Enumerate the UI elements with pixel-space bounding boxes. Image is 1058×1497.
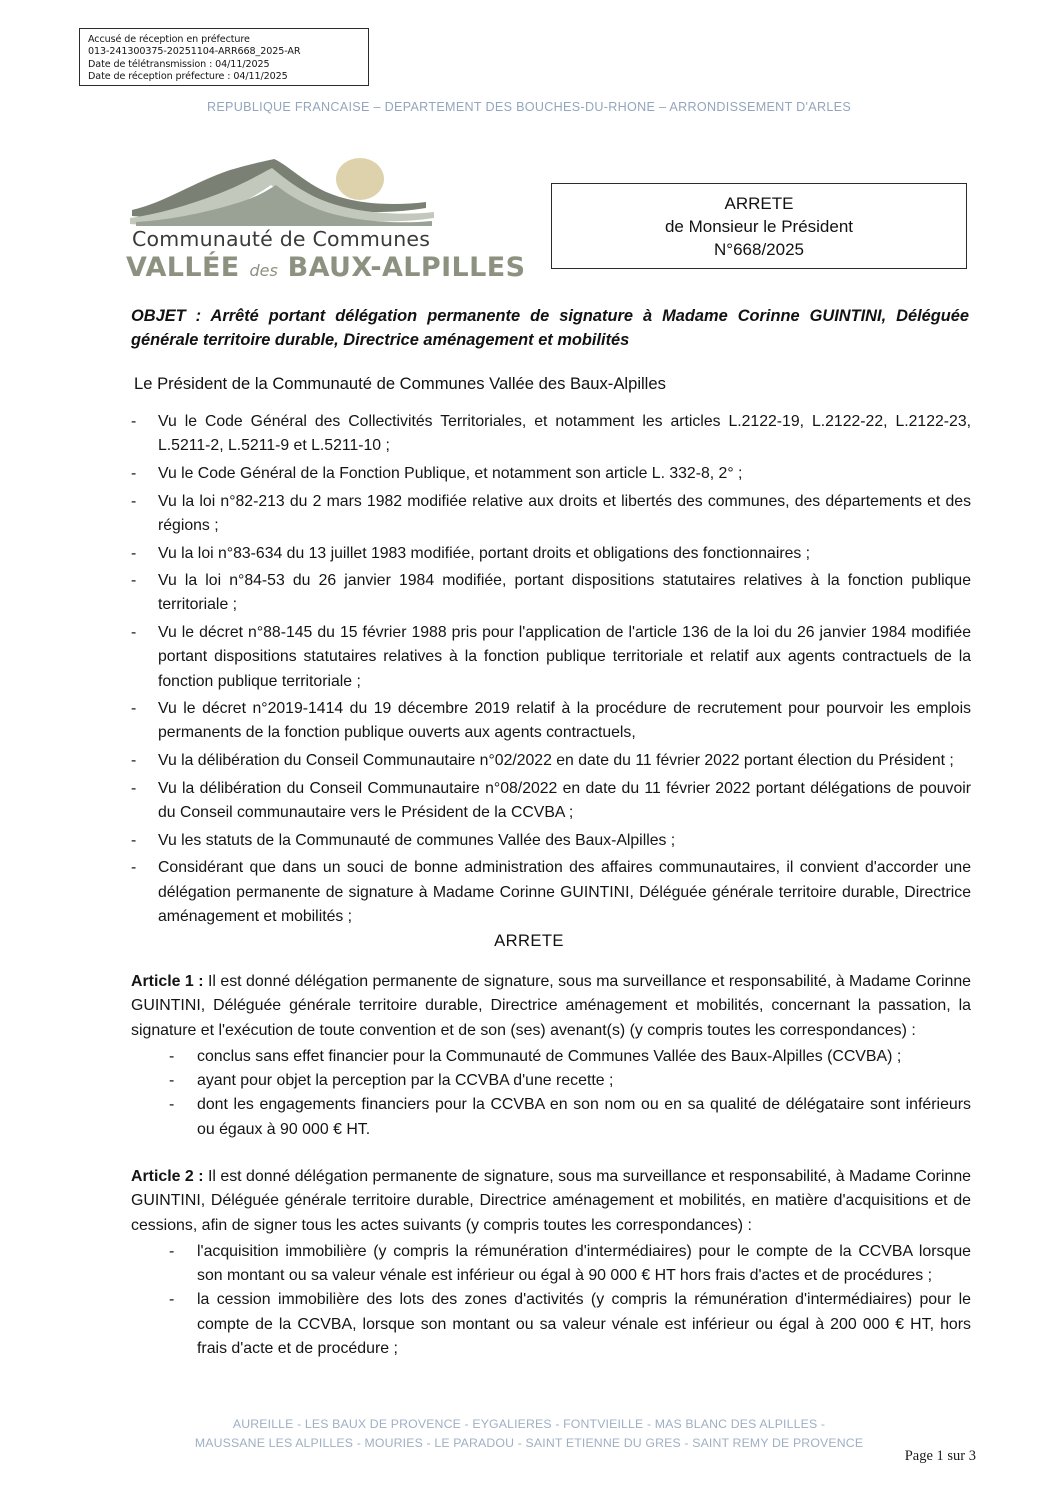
page-number: Page 1 sur 3 bbox=[904, 1448, 976, 1464]
list-item bbox=[131, 1240, 971, 1289]
article-2-block bbox=[131, 1165, 971, 1361]
list-item bbox=[131, 410, 971, 458]
list-item bbox=[131, 829, 971, 853]
list-item-text: Vu le décret n°88-145 du 15 février 1988 pris pour l'application de l'article 136 de la loi du 26 janvier 1984 modifiée portant dispositions statutaires relatives à la fonction publique territoriale et relatif aux agents contractuels de la fonction publique territoriale ; bbox=[158, 624, 971, 690]
list-item-text: l'acquisition immobilière (y compris la rémunération d'intermédiaires) pour le compte de la CCVBA lorsque son montant ou sa valeur vénale est inférieur ou égal à 90 000 € HT hors frais d'actes et de procédures ; bbox=[197, 1242, 971, 1285]
president-intro-line: Le Président de la Communauté de Communes Vallée des Baux-Alpilles bbox=[134, 374, 666, 393]
list-item-text: Vu la délibération du Conseil Communautaire n°02/2022 en date du 11 février 2022 portant élection du Président ; bbox=[158, 752, 954, 770]
list-bullet-dash: - bbox=[131, 413, 137, 430]
list-item-text: Vu le décret n°2019-1414 du 19 décembre 2019 relatif à la procédure de recrutement pour pourvoir les emplois permanents de la fonction publique ouverts aux agents contractuels, bbox=[158, 700, 971, 742]
stamp-line-transmission-date: Date de télétransmission : 04/11/2025 bbox=[88, 58, 270, 70]
logo-mountains-icon bbox=[126, 158, 446, 226]
arrete-title-line-2: de Monsieur le Président bbox=[664, 216, 854, 236]
article-1-label: Article 1 : bbox=[131, 973, 208, 990]
list-bullet-dash: - bbox=[131, 700, 137, 718]
article-1-paragraph bbox=[131, 970, 971, 1043]
logo-name-line-2 bbox=[126, 252, 526, 283]
list-bullet-dash: - bbox=[131, 859, 137, 877]
considerations-list bbox=[131, 410, 971, 933]
list-item bbox=[131, 856, 971, 929]
objet-label: OBJET : bbox=[131, 307, 211, 325]
list-item-text: conclus sans effet financier pour la Communauté de Communes Vallée des Baux-Alpilles (CCVBA) ; bbox=[197, 1047, 902, 1065]
list-bullet-dash: - bbox=[131, 752, 137, 770]
prefecture-receipt-stamp bbox=[79, 28, 369, 86]
article-1-sub-list bbox=[131, 1045, 971, 1142]
list-item-text: Vu la loi n°83-634 du 13 juillet 1983 modifiée, portant droits et obligations des fonctionnaires ; bbox=[158, 544, 811, 562]
list-item bbox=[131, 697, 971, 745]
list-item bbox=[131, 462, 971, 486]
list-bullet-dash: - bbox=[131, 464, 137, 482]
arrete-title-box bbox=[551, 183, 967, 269]
list-bullet-dash: - bbox=[131, 572, 137, 590]
republic-header-line: REPUBLIQUE FRANCAISE – DEPARTEMENT DES BOUCHES-DU-RHONE – ARRONDISSEMENT D'ARLES bbox=[206, 100, 852, 114]
list-bullet-dash: - bbox=[131, 624, 137, 642]
list-bullet-dash: - bbox=[169, 1242, 175, 1260]
logo-des-text: des bbox=[249, 261, 278, 280]
list-item-text: dont les engagements financiers pour la CCVBA en son nom ou en sa qualité de délégataire sont inférieurs ou égaux à 90 000 € HT. bbox=[197, 1096, 971, 1138]
list-item bbox=[131, 621, 971, 694]
stamp-line-title: Accusé de réception en préfecture bbox=[88, 34, 250, 45]
list-item bbox=[131, 1093, 971, 1142]
list-item-text: Vu la loi n°84-53 du 26 janvier 1984 modifiée, portant dispositions statutaires relatives à la fonction publique territoriale ; bbox=[158, 572, 971, 614]
list-item bbox=[131, 777, 971, 825]
list-bullet-dash: - bbox=[169, 1291, 175, 1309]
list-item-text: Considérant que dans un souci de bonne administration des affaires communautaires, il convient d'accorder une délégation permanente de signature à Madame Corinne GUINTINI, Déléguée générale territoire durable, Directrice aménagement et mobilités ; bbox=[158, 859, 971, 925]
article-2-paragraph bbox=[131, 1165, 971, 1238]
list-item-text: Vu le Code Général de la Fonction Publique, et notamment son article L. 332-8, 2° ; bbox=[158, 464, 743, 482]
list-item-text: Vu la loi n°82-213 du 2 mars 1982 modifiée relative aux droits et libertés des communes, des départements et des régions ; bbox=[158, 492, 971, 534]
list-item bbox=[131, 569, 971, 617]
article-1-block bbox=[131, 970, 971, 1142]
ccvba-logo bbox=[126, 158, 526, 283]
arrete-number: N°668/2025 bbox=[714, 239, 804, 259]
list-bullet-dash: - bbox=[131, 831, 137, 849]
stamp-line-reference: 013-241300375-20251104-ARR668_2025-AR bbox=[88, 46, 301, 58]
footer-communes-line-2: MAUSSANE LES ALPILLES - MOURIES - LE PARADOU - SAINT ETIENNE DU GRES - SAINT REMY DE PROVENCE bbox=[194, 1436, 864, 1450]
list-bullet-dash: - bbox=[131, 492, 137, 510]
list-item bbox=[131, 1045, 971, 1069]
article-2-label: Article 2 : bbox=[131, 1168, 208, 1185]
list-item bbox=[131, 1288, 971, 1361]
arrete-title-line-1: ARRETE bbox=[724, 193, 794, 213]
article-1-body: Il est donné délégation permanente de signature, sous ma surveillance et responsabilité, à Madame Corinne GUINTINI, Déléguée générale territoire durable, Directrice aménagement et mobilités, concernant la passation, la signature et l'exécution de toute convention et de son (ses) avenant(s) (y compris toutes les correspondances) : bbox=[131, 973, 971, 1039]
article-2-body: Il est donné délégation permanente de signature, sous ma surveillance et responsabilité, à Madame Corinne GUINTINI, Déléguée générale territoire durable, Directrice aménagement et mobilités, en matière d'acquisitions et de cessions, afin de signer tous les actes suivants (y compris toutes les correspondances) : bbox=[131, 1168, 971, 1234]
list-item-text: Vu la délibération du Conseil Communautaire n°08/2022 en date du 11 février 2022 portant délégations de pouvoir du Conseil communautaire vers le Président de la CCVBA ; bbox=[158, 779, 971, 822]
article-2-sub-list bbox=[131, 1240, 971, 1361]
list-bullet-dash: - bbox=[169, 1047, 175, 1065]
list-bullet-dash: - bbox=[131, 544, 137, 562]
objet-paragraph bbox=[131, 304, 969, 352]
list-item-text: ayant pour objet la perception par la CCVBA d'une recette ; bbox=[197, 1072, 614, 1090]
objet-text: Arrêté portant délégation permanente de signature à Madame Corinne GUINTINI, Déléguée générale territoire durable, Directrice aménagement et mobilités bbox=[131, 307, 969, 349]
logo-name-line-1: Communauté de Communes bbox=[132, 227, 431, 251]
list-item bbox=[131, 490, 971, 538]
arrete-section-heading: ARRETE bbox=[494, 931, 564, 950]
logo-baux-alpilles-text: BAUX-ALPILLES bbox=[277, 252, 526, 283]
list-bullet-dash: - bbox=[131, 779, 137, 797]
footer-communes-list bbox=[0, 1415, 1058, 1453]
list-item-text: Vu le Code Général des Collectivités Territoriales, et notamment les articles L.2122-19, L.2122-22, L.2122-23, L.5211-2, L.5211-9 et L.5211-10 ; bbox=[158, 413, 971, 455]
list-item bbox=[131, 542, 971, 566]
list-item-text: la cession immobilière des lots des zones d'activités (y compris la rémunération d'intermédiaires) pour le compte de la CCVBA, lorsque son montant ou sa valeur vénale est inférieur ou égal à 200 000 € HT, hors frais d'acte et de procédure ; bbox=[197, 1291, 971, 1358]
stamp-line-reception-date: Date de réception préfecture : 04/11/2025 bbox=[88, 71, 288, 83]
list-item bbox=[131, 1069, 971, 1093]
footer-communes-line-1: AUREILLE - LES BAUX DE PROVENCE - EYGALIERES - FONTVIEILLE - MAS BLANC DES ALPILLES - bbox=[232, 1417, 826, 1431]
logo-vallee-text: VALLÉE bbox=[126, 252, 250, 283]
list-item-text: Vu les statuts de la Communauté de communes Vallée des Baux-Alpilles ; bbox=[158, 831, 676, 849]
list-bullet-dash: - bbox=[169, 1096, 175, 1114]
list-bullet-dash: - bbox=[169, 1072, 175, 1090]
list-item bbox=[131, 749, 971, 773]
